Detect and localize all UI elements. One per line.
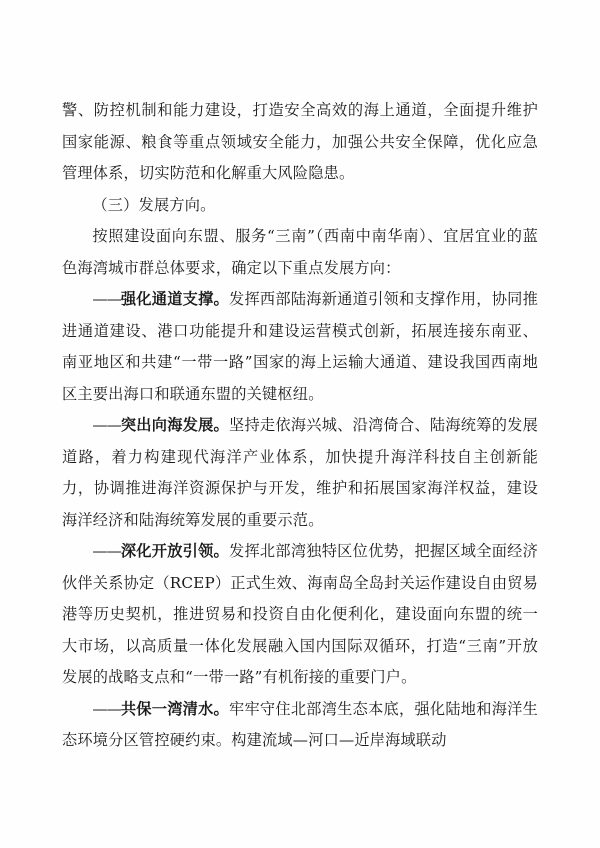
paragraph-continuation: 警、防控机制和能力建设，打造安全高效的海上通道，全面提升维护国家能源、粮食等重点领域安全能力，加强公共安全保障，优化应急管理体系，切实防范和化解重大风险隐患。: [62, 101, 538, 182]
paragraph-overall-requirement: 按照建设面向东盟、服务“三南”（西南中南华南）、宜居宜业的蓝色海湾城市群总体要求，确定以下重点发展方向：: [62, 227, 538, 277]
dash-marker: ——: [92, 290, 121, 308]
dash-marker: ——: [92, 699, 121, 718]
item-text-corridor: 发挥西部陆海新通道引领和支撑作用，协同推进通道建设、港口功能提升和建设运营模式创新，拓展连接东南亚、南亚地区和共建“一带一路”国家的海上运输大通道、建设我国西南地区主要出海口和联通东盟的关键枢纽。: [62, 290, 539, 403]
paragraph-section-heading: （三）发展方向。: [92, 195, 216, 214]
item-lead-ecology: 共保一湾清水。: [120, 699, 230, 718]
item-lead-opening: 深化开放引领。: [120, 542, 230, 560]
item-lead-corridor: 强化通道支撑。: [120, 290, 230, 308]
paragraph-item-opening: [62, 536, 538, 694]
item-text-opening: 发挥北部湾独特区位优势，把握区域全面经济伙伴关系协定（RCEP）正式生效、海南岛全岛封关运作建设自由贸易港等历史契机，推进贸易和投资自由化便利化，建设面向东盟的统一大市场，以高质量一体化发展融入国内国际双循环，打造“三南”开放发展的战略支点和“一带一路”有机衔接的重要门户。: [62, 542, 539, 686]
dash-marker: ——: [92, 416, 121, 434]
item-text-ecology: 牢牢守住北部湾生态本底，强化陆地和海洋生态环境分区管控硬约束。构建流域—河口—近岸海域联动: [62, 699, 539, 749]
document-body: [62, 95, 538, 757]
dash-marker: ——: [92, 542, 121, 560]
paragraph-item-marine: [62, 410, 538, 536]
paragraph-item-corridor: [62, 284, 538, 410]
item-lead-marine: 突出向海发展。: [120, 416, 230, 434]
item-text-marine: 坚持走依海兴城、沿湾倚合、陆海统筹的发展道路，着力构建现代海洋产业体系，加快提升海洋科技自主创新能力，协调推进海洋资源保护与开发，维护和拓展国家海洋权益，建设海洋经济和陆海统筹发展的重要示范。: [62, 416, 539, 529]
paragraph-item-ecology: [62, 694, 538, 757]
